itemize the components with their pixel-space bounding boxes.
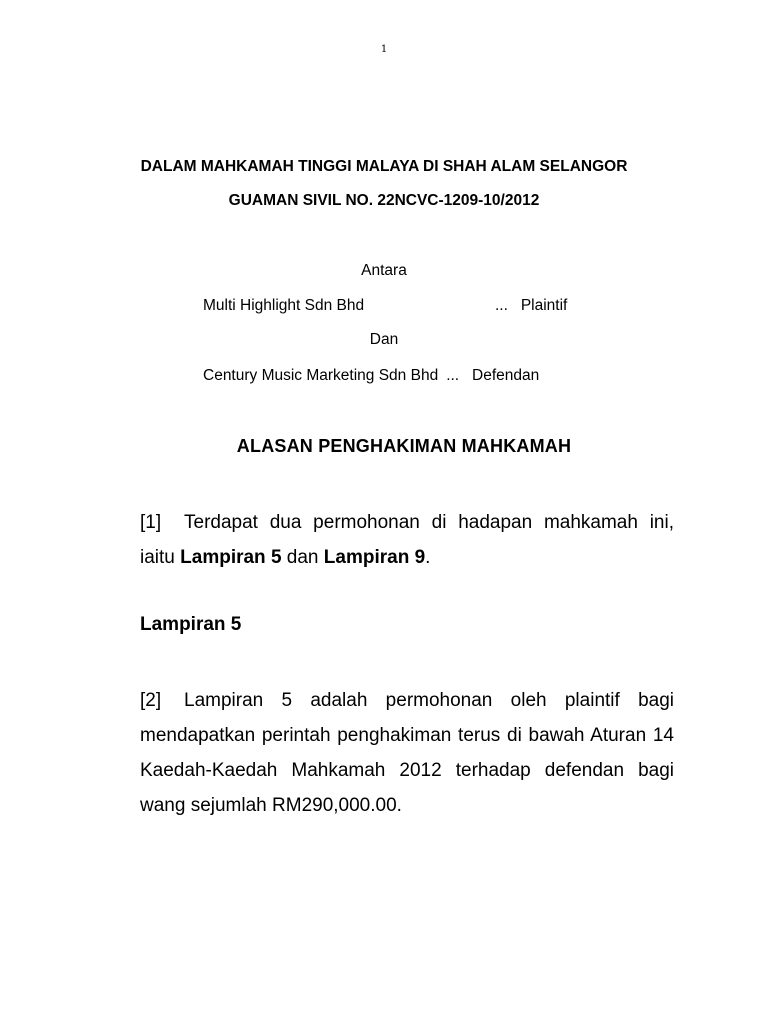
plaintiff-role: ... Plaintif	[495, 297, 568, 314]
paragraph-1-text-c: .	[425, 547, 431, 568]
section-heading-lampiran-5: Lampiran 5	[140, 614, 242, 635]
defendant-name: Century Music Marketing Sdn Bhd	[203, 367, 439, 384]
defendant-line	[203, 367, 539, 385]
paragraph-1-bold-2: Lampiran 9	[323, 547, 426, 568]
judgment-heading: ALASAN PENGHAKIMAN MAHKAMAH	[236, 436, 572, 456]
plaintiff-line	[203, 297, 568, 315]
paragraph-2	[140, 683, 674, 823]
antara-label: Antara	[361, 262, 407, 279]
paragraph-2-text: Lampiran 5 adalah permohonan oleh plaintif bagi mendapatkan perintah penghakiman terus di bawah Aturan 14 Kaedah-Kaedah Mahkamah 2012 terhadap defendan bagi wang sejumlah RM290,000.00.	[140, 690, 674, 816]
page-number: 1	[380, 44, 388, 55]
paragraph-1	[140, 505, 674, 575]
court-title: DALAM MAHKAMAH TINGGI MALAYA DI SHAH ALAM SELANGOR	[140, 158, 628, 175]
paragraph-1-bold-1: Lampiran 5	[180, 547, 282, 568]
plaintiff-name: Multi Highlight Sdn Bhd	[203, 297, 365, 314]
case-number: GUAMAN SIVIL NO. 22NCVC-1209-10/2012	[228, 192, 540, 209]
paragraph-1-number: [1]	[140, 512, 162, 533]
paragraph-1-text-b: dan	[281, 547, 324, 568]
paragraph-1-text-a: Terdapat dua permohonan di hadapan mahkamah ini, iaitu	[140, 512, 674, 568]
defendant-role: ... Defendan	[446, 367, 540, 384]
paragraph-2-number: [2]	[140, 690, 162, 711]
dan-label: Dan	[369, 331, 399, 348]
